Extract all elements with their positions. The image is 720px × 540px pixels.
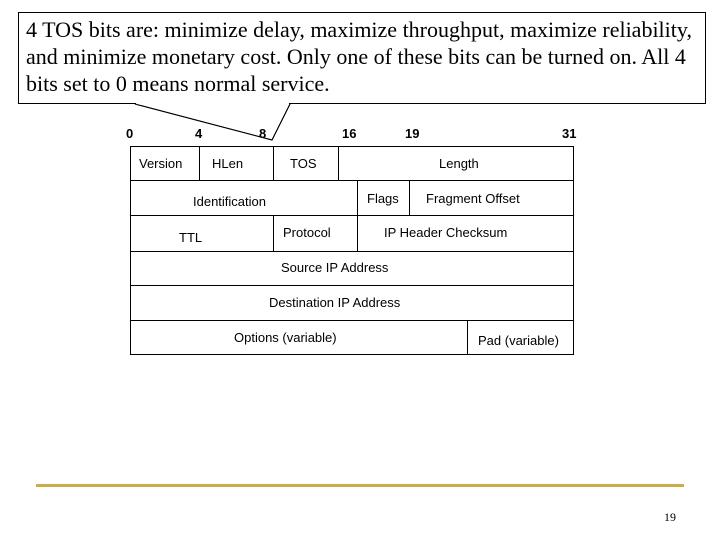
version-label: Version	[139, 156, 183, 171]
flags-label: Flags	[367, 191, 399, 206]
flags-field	[357, 180, 410, 216]
protocol-field	[273, 215, 358, 252]
version-field	[130, 146, 200, 181]
length-label: Length	[439, 156, 479, 171]
fragment-offset-field	[409, 180, 574, 216]
options-label: Options (variable)	[234, 330, 337, 345]
hlen-field	[199, 146, 274, 181]
ttl-label: TTL	[179, 230, 203, 245]
options-field	[130, 320, 468, 355]
bit-position-4: 4	[195, 126, 203, 141]
protocol-label: Protocol	[283, 225, 331, 240]
destination-ip-field	[130, 285, 574, 321]
hlen-label: HLen	[212, 156, 244, 171]
tos-label: TOS	[290, 156, 317, 171]
pad-label: Pad (variable)	[478, 333, 559, 348]
length-field	[338, 146, 574, 181]
pad-field	[467, 320, 574, 355]
source-ip-field	[130, 251, 574, 286]
destination-ip-label: Destination IP Address	[269, 295, 401, 310]
page-number: 19	[664, 510, 676, 524]
checksum-field	[357, 215, 574, 252]
fragment-offset-label: Fragment Offset	[426, 191, 520, 206]
identification-label: Identification	[193, 194, 266, 209]
tos-field	[273, 146, 339, 181]
bit-position-8: 8	[259, 126, 267, 141]
checksum-label: IP Header Checksum	[384, 225, 508, 240]
bit-position-19: 19	[405, 126, 420, 141]
bit-position-31: 31	[562, 126, 577, 141]
bit-position-0: 0	[126, 126, 134, 141]
bottom-accent-line	[36, 484, 684, 487]
ttl-field	[130, 215, 274, 252]
tos-callout-text: 4 TOS bits are: minimize delay, maximize throughput, maximize reliability, and minimize monetary cost. Only one of these bits can be turned on. All 4 bits set to 0 means normal service.	[26, 17, 692, 96]
identification-field	[130, 180, 358, 216]
source-ip-label: Source IP Address	[281, 260, 389, 275]
bit-position-16: 16	[342, 126, 357, 141]
